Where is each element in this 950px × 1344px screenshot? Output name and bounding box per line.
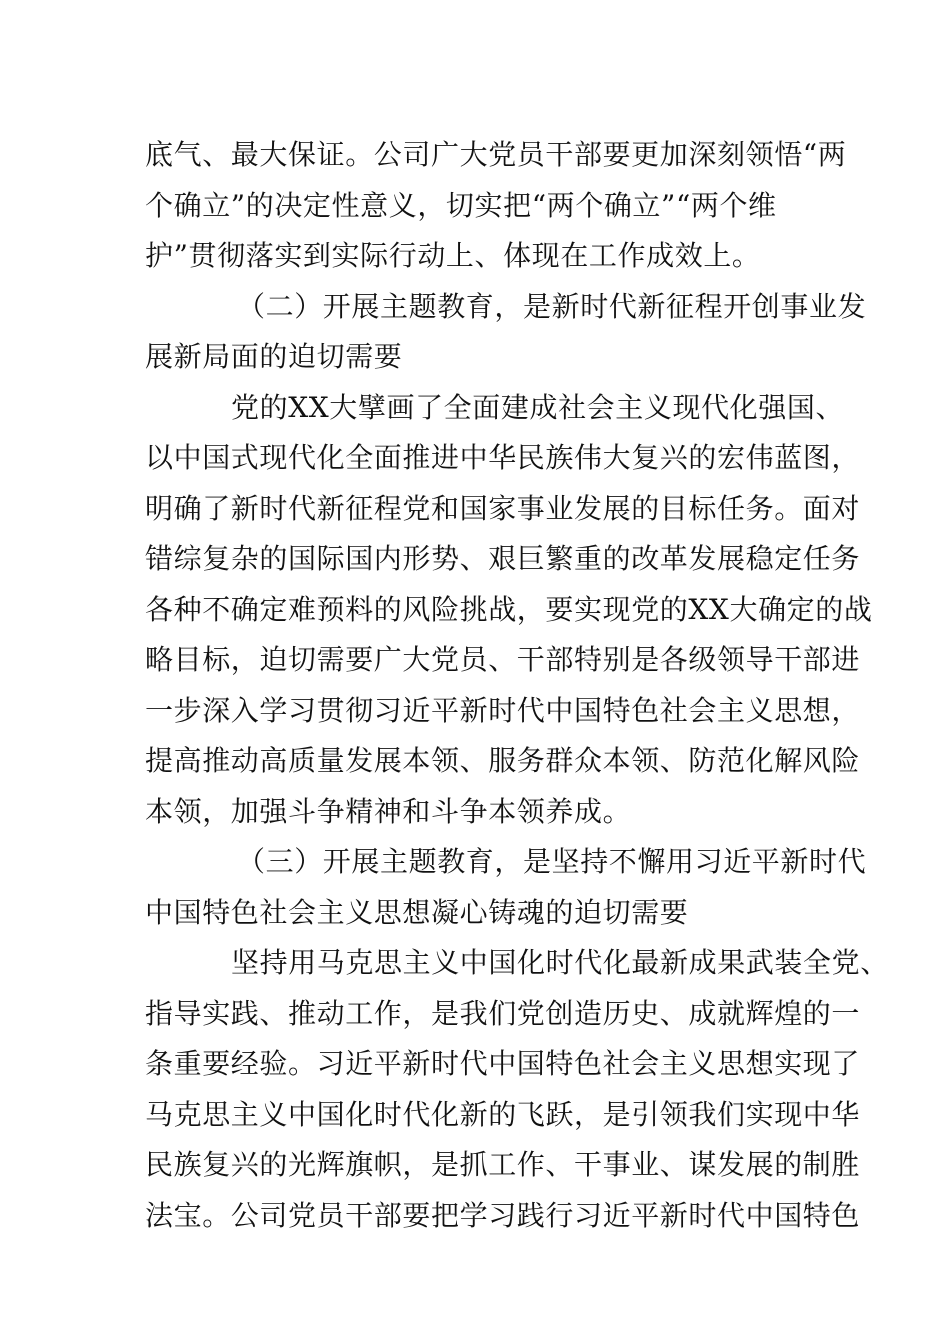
section-heading-3 bbox=[145, 837, 867, 938]
paragraph-3 bbox=[145, 938, 889, 1241]
text-line: 一步深入学习贯彻习近平新时代中国特色社会主义思想， bbox=[145, 693, 861, 727]
text-line: 坚持用马克思主义中国化时代化最新成果武装全党、 bbox=[231, 946, 889, 979]
paragraph-continuation bbox=[145, 130, 847, 282]
text-line: 党的XX大擘画了全面建成社会主义现代化强国、 bbox=[231, 390, 845, 424]
heading-line: （二）开展主题教育，是新时代新征程开创事业发 bbox=[237, 289, 867, 323]
text-line: 护”贯彻落实到实际行动上、体现在工作成效上。 bbox=[145, 239, 761, 272]
section-heading-2 bbox=[145, 282, 867, 383]
text-line: 略目标，迫切需要广大党员、干部特别是各级领导干部进 bbox=[145, 643, 861, 676]
document-body bbox=[145, 130, 889, 1241]
text-line: 个确立”的决定性意义，切实把“两个确立”“两个维 bbox=[145, 188, 777, 222]
text-line: 马克思主义中国化时代化新的飞跃，是引领我们实现中华 bbox=[145, 1097, 861, 1131]
text-line: 以中国式现代化全面推进中华民族伟大复兴的宏伟蓝图， bbox=[145, 441, 861, 474]
text-line: 民族复兴的光辉旗帜，是抓工作、干事业、谋发展的制胜 bbox=[145, 1148, 861, 1181]
text-line: 提高推动高质量发展本领、服务群众本领、防范化解风险 bbox=[145, 744, 861, 777]
paragraph-2 bbox=[145, 383, 873, 838]
text-line: 指导实践、推动工作，是我们党创造历史、成就辉煌的一 bbox=[145, 996, 861, 1030]
heading-line: 中国特色社会主义思想凝心铸魂的迫切需要 bbox=[145, 895, 689, 929]
heading-line: （三）开展主题教育，是坚持不懈用习近平新时代 bbox=[237, 845, 867, 878]
text-line: 本领，加强斗争精神和斗争本领养成。 bbox=[145, 794, 632, 828]
text-line: 底气、最大保证。公司广大党员干部要更加深刻领悟“两 bbox=[145, 138, 847, 171]
text-line: 条重要经验。习近平新时代中国特色社会主义思想实现了 bbox=[145, 1047, 861, 1080]
heading-line: 展新局面的迫切需要 bbox=[145, 340, 403, 373]
text-line: 明确了新时代新征程党和国家事业发展的目标任务。面对 bbox=[145, 491, 861, 525]
text-line: 法宝。公司党员干部要把学习践行习近平新时代中国特色 bbox=[145, 1198, 861, 1232]
text-line: 错综复杂的国际国内形势、艰巨繁重的改革发展稳定任务 bbox=[145, 542, 861, 575]
text-line: 各种不确定难预料的风险挑战，要实现党的XX大确定的战 bbox=[145, 592, 873, 626]
